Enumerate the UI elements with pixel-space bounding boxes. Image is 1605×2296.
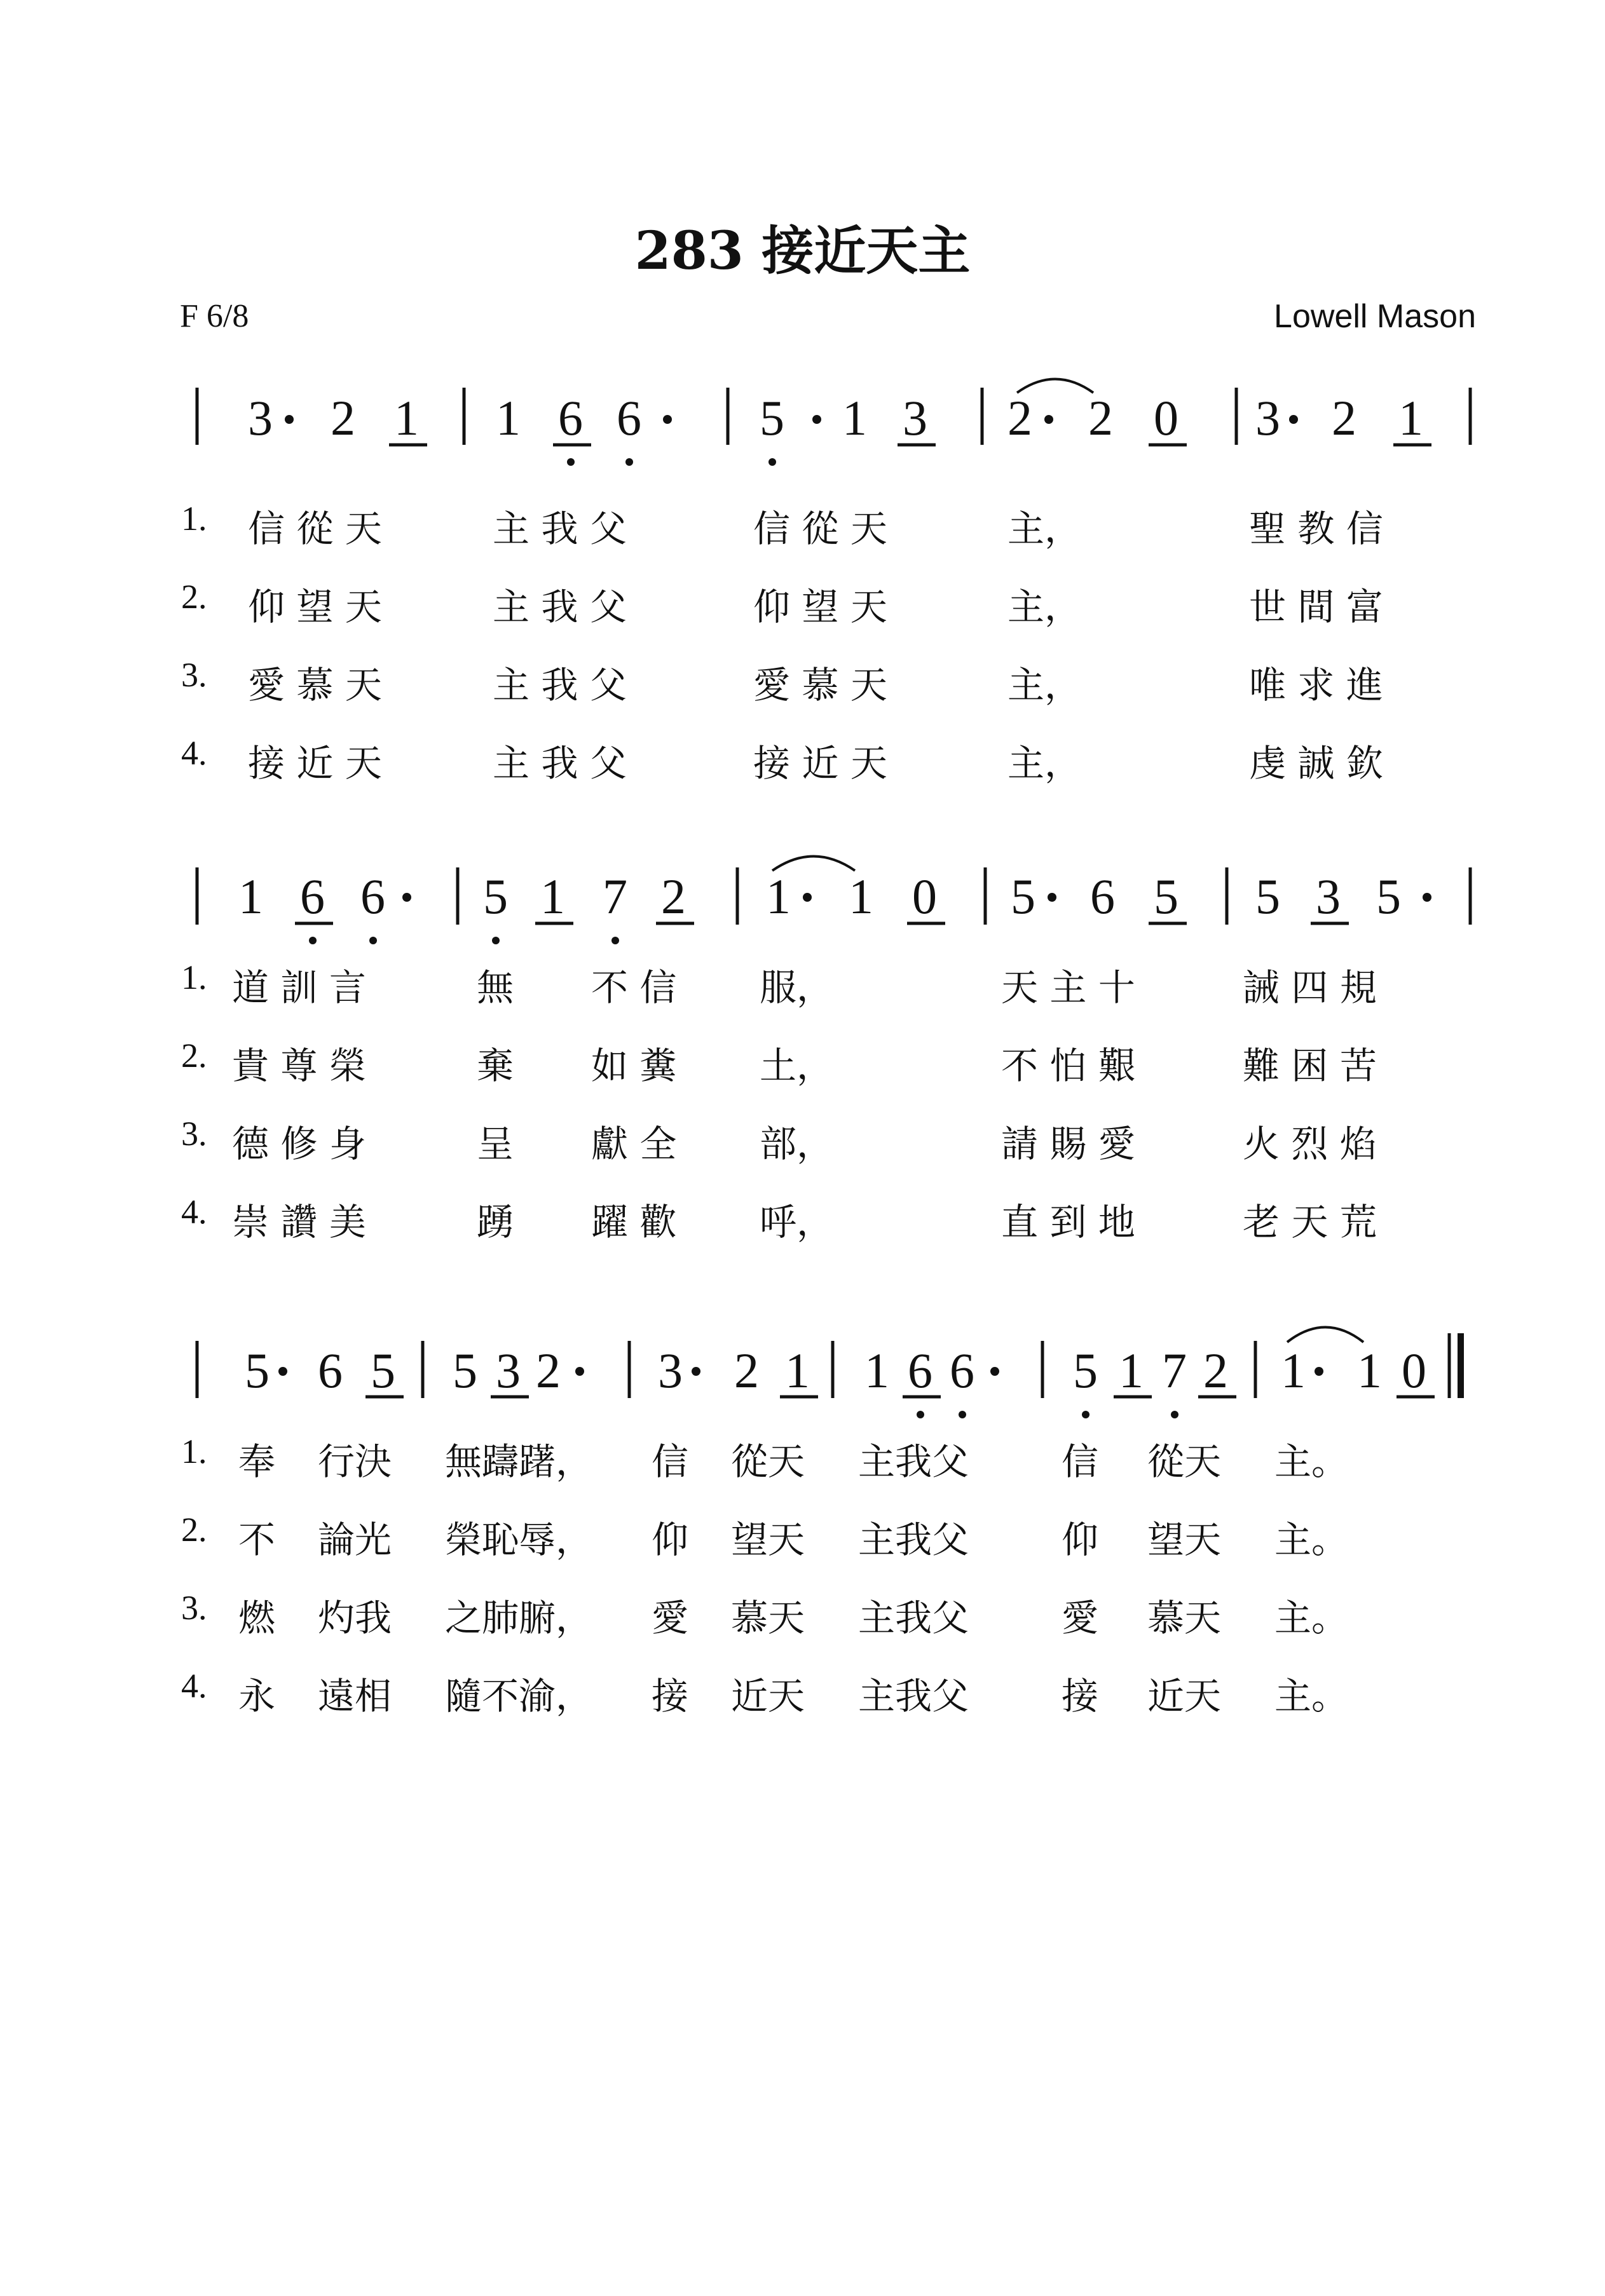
lyric-segment: 從天 <box>1147 1440 1222 1483</box>
lyric-segment: 部， <box>760 1122 834 1165</box>
lyric-segment: 主， <box>1007 507 1082 550</box>
lyric-segment: 唯 求 進 <box>1249 663 1383 707</box>
lyric-segment: 請 賜 愛 <box>1001 1122 1135 1165</box>
svg-text:1: 1 <box>1357 1343 1382 1398</box>
lyric-segment: 接 <box>652 1674 689 1718</box>
svg-text:1: 1 <box>540 869 565 924</box>
lyric-segment: 之肺腑， <box>445 1596 593 1640</box>
lyric-segment: 主 我 父 <box>493 507 627 550</box>
lyric-segment: 主我父 <box>858 1440 969 1483</box>
svg-text:1: 1 <box>496 390 521 445</box>
verse-number: 2. <box>181 578 207 616</box>
svg-text:2: 2 <box>1088 390 1113 445</box>
lyric-segment: 主， <box>1007 742 1082 785</box>
svg-text:3: 3 <box>1255 390 1280 445</box>
svg-text:1: 1 <box>1281 1343 1306 1398</box>
svg-text:5: 5 <box>483 869 508 924</box>
svg-text:7: 7 <box>603 869 627 924</box>
verse-number: 3. <box>181 1589 207 1627</box>
lyric-segment: 踴 <box>477 1200 514 1244</box>
verse-number: 1. <box>181 1432 207 1471</box>
svg-text:3: 3 <box>658 1343 683 1398</box>
lyric-segment: 主。 <box>1274 1440 1349 1483</box>
svg-text:3: 3 <box>496 1343 521 1398</box>
lyric-segment: 無躊躇， <box>445 1440 593 1483</box>
verse-number: 3. <box>181 656 207 694</box>
lyric-segment: 聖 教 信 <box>1249 507 1383 550</box>
lyric-segment: 無 <box>477 966 514 1009</box>
svg-text:2: 2 <box>331 390 355 445</box>
lyric-segment: 接 近 天 <box>248 742 382 785</box>
lyric-segment: 愛 慕 天 <box>753 663 887 707</box>
lyric-segment: 難 困 苦 <box>1243 1044 1377 1087</box>
lyric-segment: 主。 <box>1274 1518 1349 1561</box>
verse-number: 4. <box>181 1667 207 1705</box>
lyric-segment: 主。 <box>1274 1674 1349 1718</box>
lyric-segment: 愛 <box>652 1596 689 1640</box>
lyric-segment: 服， <box>760 966 834 1009</box>
lyric-segment: 永 <box>238 1674 276 1718</box>
lyric-segment: 躍 歡 <box>591 1200 677 1244</box>
lyric-segment: 虔 誠 欽 <box>1249 742 1383 785</box>
lyric-segment: 不 <box>238 1518 276 1561</box>
lyric-segment: 主 我 父 <box>493 742 627 785</box>
svg-text:6: 6 <box>1090 869 1115 924</box>
svg-text:2: 2 <box>661 869 686 924</box>
svg-text:5: 5 <box>760 390 784 445</box>
lyric-segment: 主， <box>1007 663 1082 707</box>
svg-text:3: 3 <box>1316 869 1341 924</box>
lyric-segment: 不 怕 艱 <box>1001 1044 1135 1087</box>
svg-text:0: 0 <box>1402 1343 1426 1398</box>
lyric-segment: 直 到 地 <box>1001 1200 1135 1244</box>
lyric-segment: 望天 <box>1147 1518 1222 1561</box>
lyric-segment: 德 修 身 <box>232 1122 366 1165</box>
lyric-segment: 獻 全 <box>591 1122 677 1165</box>
svg-text:5: 5 <box>1073 1343 1098 1398</box>
svg-text:1: 1 <box>842 390 867 445</box>
lyric-segment: 榮恥辱， <box>445 1518 593 1561</box>
composer: Lowell Mason <box>1274 298 1476 335</box>
lyric-segment: 望天 <box>731 1518 805 1561</box>
verse-number: 1. <box>181 499 207 538</box>
lyric-segment: 行決 <box>318 1440 392 1483</box>
lyric-segment: 信 <box>1062 1440 1099 1483</box>
svg-text:1: 1 <box>1119 1343 1144 1398</box>
svg-text:3: 3 <box>903 390 927 445</box>
lyric-segment: 灼我 <box>318 1596 392 1640</box>
svg-text:5: 5 <box>1154 869 1178 924</box>
lyric-segment: 遠相 <box>318 1674 392 1718</box>
lyric-segment: 主我父 <box>858 1674 969 1718</box>
lyric-segment: 近天 <box>1147 1674 1222 1718</box>
svg-text:2: 2 <box>1007 390 1032 445</box>
svg-text:2: 2 <box>734 1343 759 1398</box>
svg-text:2: 2 <box>1332 390 1356 445</box>
lyric-segment: 慕天 <box>731 1596 805 1640</box>
lyric-segment: 燃 <box>238 1596 276 1640</box>
lyric-segment: 愛 慕 天 <box>248 663 382 707</box>
lyric-segment: 奉 <box>238 1440 276 1483</box>
svg-text:6: 6 <box>300 869 325 924</box>
svg-text:6: 6 <box>558 390 583 445</box>
svg-text:5: 5 <box>1376 869 1401 924</box>
lyric-segment: 信 從 天 <box>248 507 382 550</box>
lyric-segment: 呼， <box>760 1200 834 1244</box>
lyric-segment: 呈 <box>477 1122 514 1165</box>
svg-text:6: 6 <box>318 1343 343 1398</box>
hymn-title: 283 接近天主 <box>634 221 971 282</box>
svg-text:1: 1 <box>394 390 419 445</box>
lyric-segment: 信 <box>652 1440 689 1483</box>
lyric-segment: 主 我 父 <box>493 663 627 707</box>
svg-text:5: 5 <box>1011 869 1035 924</box>
svg-text:1: 1 <box>785 1343 810 1398</box>
svg-text:1: 1 <box>864 1343 889 1398</box>
lyric-segment: 火 烈 焰 <box>1243 1122 1377 1165</box>
verse-number: 3. <box>181 1115 207 1153</box>
lyric-segment: 不 信 <box>591 966 677 1009</box>
verse-number: 4. <box>181 1193 207 1231</box>
lyric-segment: 主。 <box>1274 1596 1349 1640</box>
svg-text:0: 0 <box>912 869 937 924</box>
svg-text:6: 6 <box>950 1343 974 1398</box>
lyric-segment: 崇 讚 美 <box>232 1200 366 1244</box>
lyric-segment: 仰 <box>652 1518 689 1561</box>
lyric-segment: 老 天 荒 <box>1243 1200 1377 1244</box>
lyric-segment: 隨不渝， <box>445 1674 593 1718</box>
lyric-segment: 土， <box>760 1044 834 1087</box>
svg-text:6: 6 <box>360 869 385 924</box>
svg-text:1: 1 <box>1398 390 1423 445</box>
svg-text:2: 2 <box>1203 1343 1228 1398</box>
verse-number: 2. <box>181 1036 207 1075</box>
lyric-segment: 如 糞 <box>591 1044 677 1087</box>
lyric-segment: 慕天 <box>1147 1596 1222 1640</box>
lyric-segment: 誡 四 規 <box>1243 966 1377 1009</box>
lyric-segment: 棄 <box>477 1044 514 1087</box>
lyric-segment: 貴 尊 榮 <box>232 1044 366 1087</box>
lyric-segment: 接 近 天 <box>753 742 887 785</box>
lyric-segment: 世 間 富 <box>1249 585 1383 628</box>
svg-text:1: 1 <box>238 869 263 924</box>
svg-text:1: 1 <box>766 869 791 924</box>
lyric-segment: 道 訓 言 <box>232 966 366 1009</box>
lyric-segment: 主， <box>1007 585 1082 628</box>
lyric-segment: 仰 望 天 <box>248 585 382 628</box>
svg-text:5: 5 <box>245 1343 270 1398</box>
svg-text:1: 1 <box>849 869 873 924</box>
lyric-segment: 仰 <box>1062 1518 1099 1561</box>
svg-text:5: 5 <box>371 1343 395 1398</box>
svg-text:5: 5 <box>453 1343 477 1398</box>
svg-text:3: 3 <box>248 390 273 445</box>
svg-text:6: 6 <box>908 1343 932 1398</box>
lyric-segment: 近天 <box>731 1674 805 1718</box>
verse-number: 4. <box>181 734 207 772</box>
lyric-segment: 主 我 父 <box>493 585 627 628</box>
lyric-segment: 論光 <box>318 1518 392 1561</box>
lyric-segment: 愛 <box>1062 1596 1099 1640</box>
lyric-segment: 信 從 天 <box>753 507 887 550</box>
svg-text:7: 7 <box>1162 1343 1187 1398</box>
lyric-segment: 從天 <box>731 1440 805 1483</box>
svg-text:6: 6 <box>617 390 641 445</box>
svg-text:5: 5 <box>1255 869 1280 924</box>
verse-number: 1. <box>181 958 207 996</box>
svg-text:0: 0 <box>1154 390 1178 445</box>
lyric-segment: 主我父 <box>858 1596 969 1640</box>
lyric-segment: 接 <box>1062 1674 1099 1718</box>
svg-text:2: 2 <box>536 1343 561 1398</box>
lyric-segment: 天 主 十 <box>1001 966 1135 1009</box>
lyric-segment: 仰 望 天 <box>753 585 887 628</box>
key-time-signature: F 6/8 <box>180 298 249 334</box>
verse-number: 2. <box>181 1511 207 1549</box>
lyric-segment: 主我父 <box>858 1518 969 1561</box>
